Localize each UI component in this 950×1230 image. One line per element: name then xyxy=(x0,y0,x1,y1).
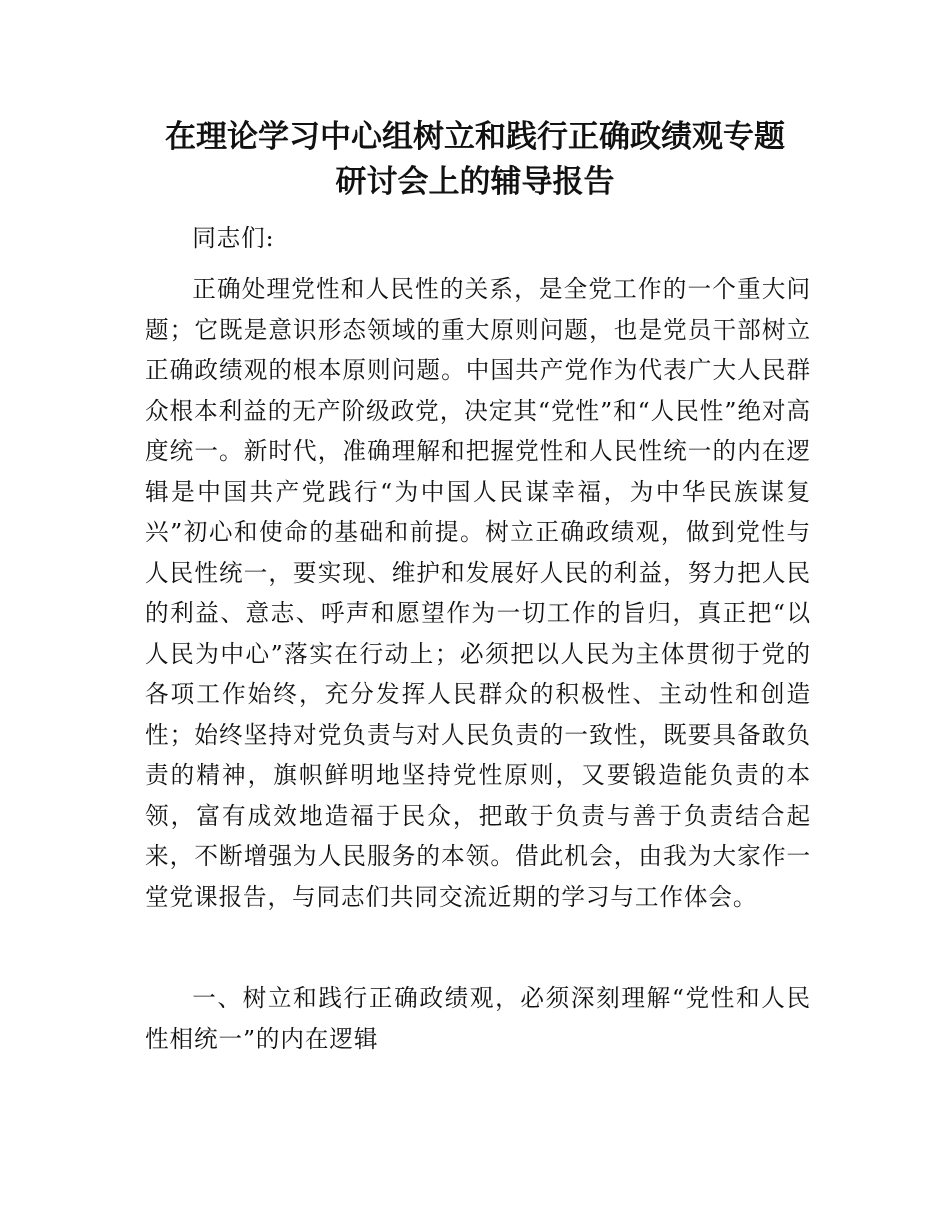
body-paragraph: 正确处理党性和人民性的关系，是全党工作的一个重大问题；它既是意识形态领域的重大原则问题，也是党员干部树立正确政绩观的根本原则问题。中国共产党作为代表广大人民群众根本利益的无产阶级政党，决定其“党性”和“人民性”绝对高度统一。新时代，准确理解和把握党性和人民性统一的内在逻辑是中国共产党践行“为中国人民谋幸福，为中华民族谋复兴”初心和使命的基础和前提。树立正确政绩观，做到党性与人民性统一，要实现、维护和发展好人民的利益，努力把人民的利益、意志、呼声和愿望作为一切工作的旨归，真正把“以人民为中心”落实在行动上；必须把以人民为主体贯彻于党的各项工作始终，充分发挥人民群众的积极性、主动性和创造性；始终坚持对党负责与对人民负责的一致性，既要具备敢负责的精神，旗帜鲜明地坚持党性原则，又要锻造能负责的本领，富有成效地造福于民众，把敢于负责与善于负责结合起来，不断增强为人民服务的本领。借此机会，由我为大家作一堂党课报告，与同志们共同交流近期的学习与工作体会。 xyxy=(145,275,811,911)
document-title-line-2: 研讨会上的辅导报告 xyxy=(335,164,615,200)
document-title-line-1: 在理论学习中心组树立和践行正确政绩观专题 xyxy=(165,119,785,155)
salutation: 同志们: xyxy=(192,224,275,252)
section-heading: 一、树立和践行正确政绩观，必须深刻理解“党性和人民性相统一”的内在逻辑 xyxy=(145,984,811,1053)
